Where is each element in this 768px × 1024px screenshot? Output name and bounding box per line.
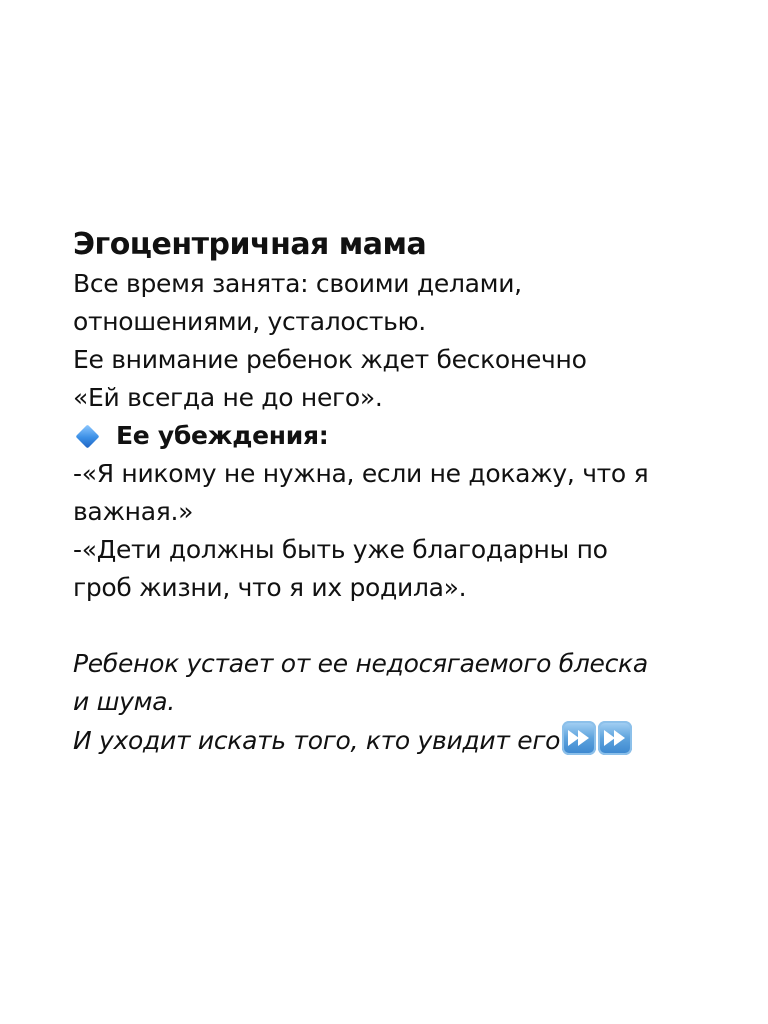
text-line: отношениями, усталостью.: [73, 307, 426, 336]
belief-line: важная.»: [73, 497, 194, 526]
text-line: «Ей всегда не до него».: [73, 383, 383, 412]
conclusion-line: и шума.: [73, 687, 175, 716]
paragraph-gap: [73, 607, 723, 645]
fast-forward-icon: [598, 721, 632, 755]
belief-line: -«Я никому не нужна, если не докажу, что я: [73, 459, 649, 488]
conclusion-line: И уходит искать того, кто увидит его: [73, 726, 561, 755]
belief-line: -«Дети должны быть уже благодарны по: [73, 535, 608, 564]
conclusion-line: Ребенок устает от ее недосягаемого блеска: [73, 649, 648, 678]
fast-forward-icon: [562, 721, 596, 755]
belief-line: гроб жизни, что я их родила».: [73, 573, 467, 602]
beliefs-heading: [73, 417, 723, 455]
beliefs-heading-label: Ее убеждения:: [116, 421, 329, 450]
blue-diamond-icon: [75, 424, 99, 448]
text-line: Ее внимание ребенок ждет бесконечно: [73, 345, 587, 374]
post-text: [73, 225, 723, 760]
conclusion-last-line: [73, 721, 723, 760]
text-line: Все время занята: своими делами,: [73, 269, 522, 298]
post-title: Эгоцентричная мама: [73, 227, 427, 262]
